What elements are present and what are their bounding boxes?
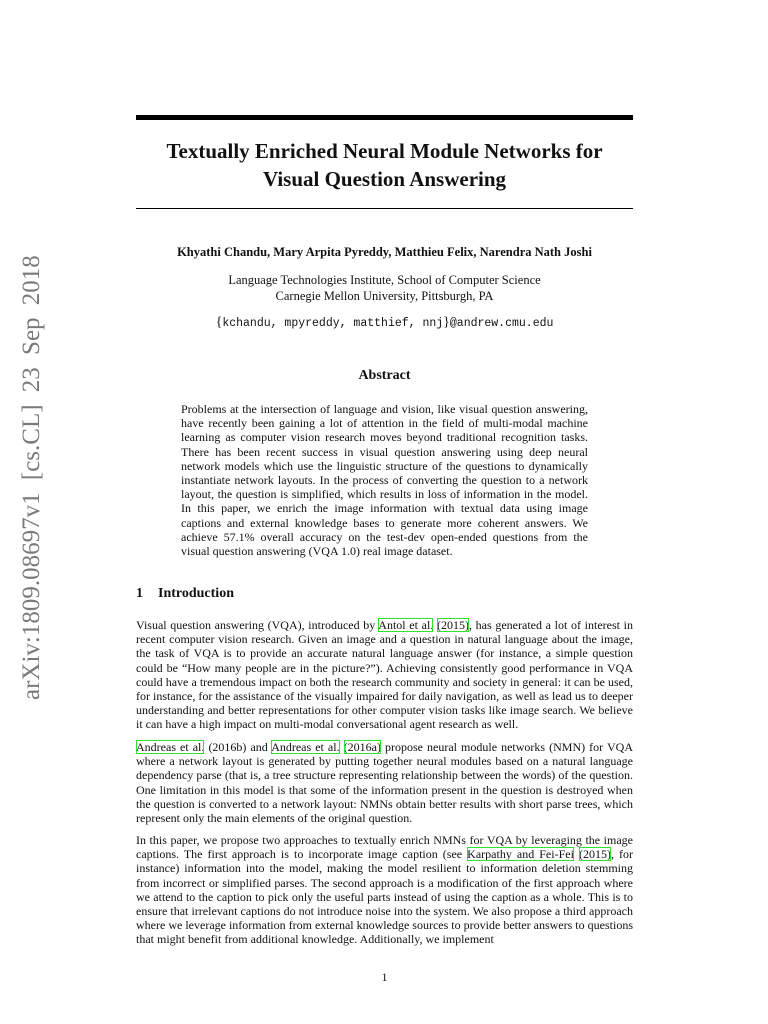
affiliation-line-2: Carnegie Mellon University, Pittsburgh, PA [275, 289, 494, 303]
section-title: Introduction [158, 586, 234, 601]
arxiv-category: [cs.CL] [18, 404, 45, 481]
arxiv-date: 23 Sep 2018 [18, 255, 45, 393]
email-domain: @andrew.cmu.edu [449, 317, 554, 330]
intro-paragraph-2 [136, 740, 633, 825]
paper-title-line-1: Textually Enriched Neural Module Networks for [166, 139, 603, 163]
citation-link-karpathy[interactable]: Karpathy and Fei-Fei [467, 847, 574, 862]
citation-link-antol-year[interactable]: (2015) [437, 618, 469, 632]
p2-text-after: propose neural module networks (NMN) for VQA where a network layout is generated by putting together neural modules based on a natural language dependency parse (that is, a tree structure representing relationship between the words) of the question. One limitation in this model is that some of the information present in the question is destroyed when the question is converted to a network layout: NMNs obtain better results with short parse trees, which represent only the main elements of the original question. [136, 740, 633, 826]
email-names: kchandu, mpyreddy, matthief, nnj [222, 317, 444, 330]
page-number: 1 [381, 970, 388, 984]
abstract-heading: Abstract [358, 368, 411, 383]
p3-text-after: , for instance) information into the model, making the model resilient to information deletion stemming from incorrect or simplified parses. The second approach is a modification of the first approach where we attend to the caption to pick only the useful parts instead of using the caption as a whole. This is to ensure that irrelevant captions do not introduce noise into the system. We also propose a third approach where we leverage information from external knowledge sources to provide better answers to questions that might benefit from additional knowledge. Additionally, we implement [136, 847, 634, 947]
intro-paragraph-3 [136, 833, 633, 947]
p3-text-before: In this paper, we propose two approaches to textually enrich NMNs for VQA by leveraging the image captions. The first approach is to incorporate image caption (see [136, 833, 633, 862]
p1-text-after: , has generated a lot of interest in recent computer vision research. Given an image and a question in natural language about the image, the task of VQA is to provide an accurate natural language answer (for instance, a simple question could be “How many people are in the picture?”). Achieving consistently good performance in VQA could have a tremendous impact on both the research community and society in general: it can be used, for instance, for the assistance of the visually impaired for daily navigation, as well as lead us to deeper understanding and better representations for other computer vision tasks like image search. We believe it can have a high impact on multi-modal conversational agent research as well. [136, 618, 634, 732]
intro-paragraph-1 [136, 618, 633, 732]
paper-title [136, 137, 633, 193]
title-top-rule [136, 115, 633, 120]
section-number: 1 [136, 586, 143, 601]
affiliation [136, 272, 633, 304]
citation-link-antol[interactable]: Antol et al. [378, 618, 434, 632]
citation-link-andreas-2016a[interactable]: Andreas et al. [271, 740, 340, 754]
affiliation-line-1: Language Technologies Institute, School of Computer Science [228, 273, 541, 287]
arxiv-id: arXiv:1809.08697v1 [18, 492, 45, 700]
section-heading-introduction [136, 585, 633, 603]
p2-text-mid: and [246, 740, 272, 754]
email-close-brace: } [443, 315, 450, 330]
author-list: Khyathi Chandu, Mary Arpita Pyreddy, Matthieu Felix, Narendra Nath Joshi [177, 245, 592, 259]
title-bottom-rule [136, 208, 633, 209]
citation-link-karpathy-year[interactable]: (2015) [578, 847, 611, 862]
citation-link-andreas-2016a-year[interactable]: (2016a) [343, 740, 381, 754]
arxiv-identifier-stamp [12, 240, 52, 700]
citation-year-2016b: (2016b) [208, 740, 247, 754]
citation-link-andreas-2016b[interactable]: Andreas et al. [136, 740, 205, 754]
paper-title-line-2: Visual Question Answering [262, 167, 507, 191]
email-open-brace: { [215, 315, 223, 330]
abstract-text: Problems at the intersection of language and vision, like visual question answering, have recently been gaining a lot of attention in the field of multi-modal machine learning as computer vision research moves beyond traditional recognition tasks. There has been recent success in visual question answering using deep neural network models which use the linguistic structure of the questions to dynamically instantiate network layouts. In the process of converting the question to a network layout, the question is simplified, which results in loss of information in the model. In this paper, we enrich the image information with textual data using image captions and external knowledge bases to generate more coherent answers. We achieve 57.1% overall accuracy on the test-dev open-ended questions from the visual question answering (VQA 1.0) real image dataset. [181, 402, 588, 559]
p1-text-before: Visual question answering (VQA), introduced by [136, 618, 379, 632]
author-emails [136, 314, 633, 333]
